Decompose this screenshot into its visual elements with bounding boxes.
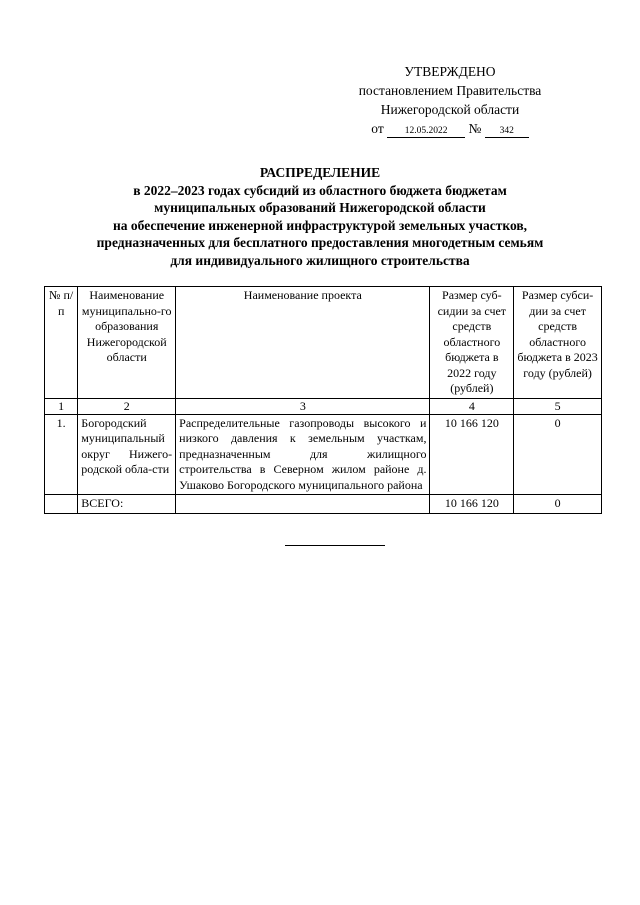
title-line-6: для индивидуального жилищного строительства bbox=[170, 252, 470, 268]
approval-region: Нижегородской области bbox=[380, 102, 520, 117]
title-line-3: муниципальных образований Нижегородской области bbox=[154, 200, 486, 215]
title-line-2: в 2022–2023 годах субсидий из областного бюджета бюджетам bbox=[133, 182, 507, 198]
row-project: Распределительные газопроводы высокого и низкого давления к земельным участкам, предназначенным для жилищного строительства в Северном жилом районе д. Ушаково Богородского муниципального района bbox=[176, 414, 430, 495]
approval-date-line bbox=[340, 119, 560, 138]
approval-date: 12.05.2022 bbox=[387, 125, 465, 138]
column-number: 4 bbox=[430, 398, 514, 414]
from-label: от bbox=[371, 121, 384, 136]
row-municipality: Богородский муниципальный округ Нижего-родской обла-сти bbox=[78, 414, 176, 495]
header-number: № п/п bbox=[45, 287, 78, 399]
title-line-4: на обеспечение инженерной инфраструктурой земельных участков, bbox=[112, 217, 528, 233]
column-number-row bbox=[45, 398, 602, 414]
end-divider bbox=[285, 545, 385, 546]
header-project: Наименование проекта bbox=[176, 287, 430, 399]
column-number: 1 bbox=[45, 398, 78, 414]
header-municipality: Наименование муниципально-го образования Нижегородской области bbox=[78, 287, 176, 399]
approval-stamp bbox=[340, 62, 560, 138]
column-number: 3 bbox=[176, 398, 430, 414]
approval-heading: УТВЕРЖДЕНО bbox=[404, 64, 496, 79]
header-amount-2022: Размер суб-сидии за счет средств областного бюджета в 2022 году (рублей) bbox=[430, 287, 514, 399]
total-amount-2022: 10 166 120 bbox=[430, 495, 514, 514]
row-amount-2023: 0 bbox=[514, 414, 602, 495]
column-number: 5 bbox=[514, 398, 602, 414]
number-label: № bbox=[468, 121, 482, 136]
approval-resolution: постановлением Правительства bbox=[358, 83, 542, 98]
row-number: 1. bbox=[45, 414, 78, 495]
total-amount-2023: 0 bbox=[514, 495, 602, 514]
approval-number: 342 bbox=[485, 125, 529, 138]
total-label: ВСЕГО: bbox=[78, 495, 176, 514]
row-amount-2022: 10 166 120 bbox=[430, 414, 514, 495]
document-title bbox=[60, 164, 580, 269]
total-empty-cell bbox=[45, 495, 78, 514]
table-row bbox=[45, 414, 602, 495]
title-line-5: предназначенных для бесплатного предоставления многодетным семьям bbox=[96, 235, 544, 250]
distribution-table bbox=[44, 286, 602, 514]
column-number: 2 bbox=[78, 398, 176, 414]
total-empty-cell bbox=[176, 495, 430, 514]
title-line-1: РАСПРЕДЕЛЕНИЕ bbox=[259, 165, 381, 180]
header-amount-2023: Размер субси-дии за счет средств областного бюджета в 2023 году (рублей) bbox=[514, 287, 602, 399]
table-header-row bbox=[45, 287, 602, 399]
total-row bbox=[45, 495, 602, 514]
